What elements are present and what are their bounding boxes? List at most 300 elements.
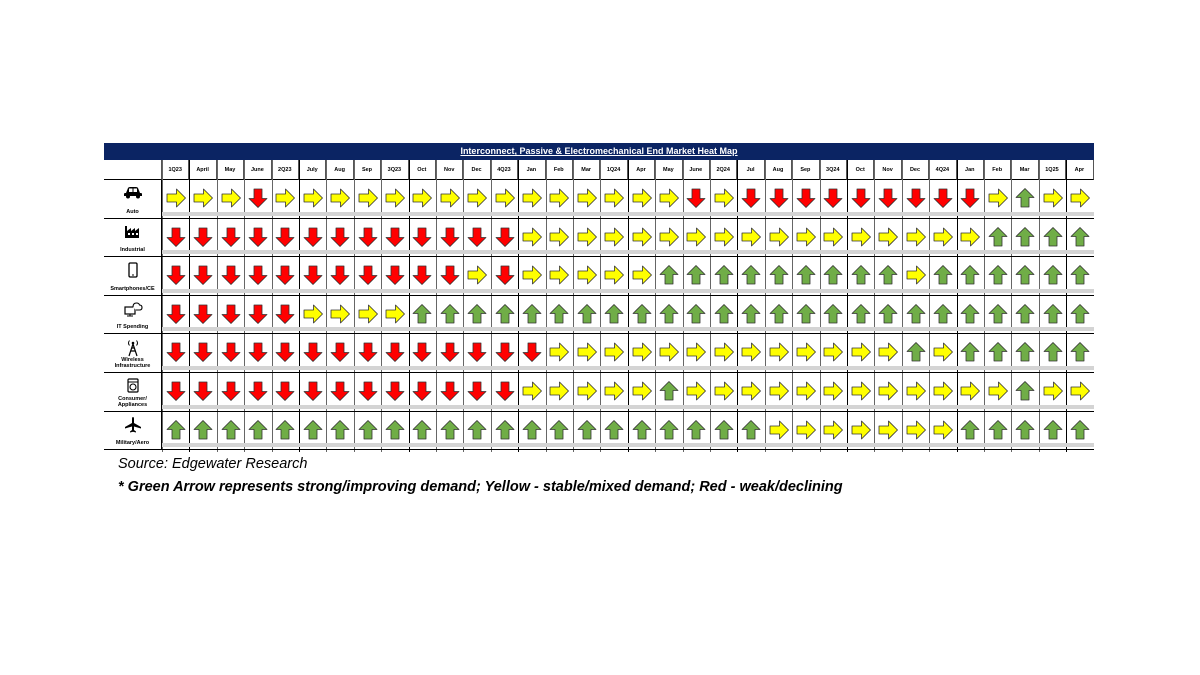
green-arrow-up-icon: [822, 264, 844, 286]
yellow-arrow-right-icon: [466, 264, 488, 286]
yellow-arrow-right-icon: [850, 226, 872, 248]
red-arrow-down-icon: [329, 226, 351, 248]
yellow-arrow-right-icon: [1042, 380, 1064, 402]
column-header: Sep: [792, 160, 819, 180]
green-arrow-up-icon: [987, 303, 1009, 325]
column-header: Sep: [354, 160, 381, 180]
yellow-arrow-right-icon: [548, 187, 570, 209]
green-arrow-up-icon: [1069, 341, 1091, 363]
red-arrow-down-icon: [247, 380, 269, 402]
yellow-arrow-right-icon: [466, 187, 488, 209]
row-label-consumer-appliances: [104, 373, 162, 412]
green-arrow-up-icon: [302, 419, 324, 441]
yellow-arrow-right-icon: [631, 380, 653, 402]
yellow-arrow-right-icon: [795, 380, 817, 402]
red-arrow-down-icon: [165, 303, 187, 325]
row-label-header: [104, 160, 162, 180]
yellow-arrow-right-icon: [384, 187, 406, 209]
yellow-arrow-right-icon: [1042, 187, 1064, 209]
red-arrow-down-icon: [247, 341, 269, 363]
row-label-military-aero: [104, 412, 162, 451]
green-arrow-up-icon: [658, 380, 680, 402]
row-label-it-spending: [104, 296, 162, 335]
column-header: Dec: [463, 160, 490, 180]
red-arrow-down-icon: [220, 226, 242, 248]
red-arrow-down-icon: [384, 380, 406, 402]
yellow-arrow-right-icon: [384, 303, 406, 325]
red-arrow-down-icon: [220, 341, 242, 363]
red-arrow-down-icon: [274, 380, 296, 402]
green-arrow-up-icon: [658, 264, 680, 286]
red-arrow-down-icon: [411, 226, 433, 248]
yellow-arrow-right-icon: [740, 380, 762, 402]
green-arrow-up-icon: [576, 419, 598, 441]
red-arrow-down-icon: [411, 341, 433, 363]
green-arrow-up-icon: [740, 303, 762, 325]
column-header: Apr: [1066, 160, 1093, 180]
column-header: May: [217, 160, 244, 180]
green-arrow-up-icon: [1014, 264, 1036, 286]
red-arrow-down-icon: [932, 187, 954, 209]
yellow-arrow-right-icon: [658, 187, 680, 209]
red-arrow-down-icon: [384, 226, 406, 248]
red-arrow-down-icon: [165, 341, 187, 363]
row-divider: [104, 256, 1094, 257]
yellow-arrow-right-icon: [822, 380, 844, 402]
row-label-text: Auto: [126, 208, 139, 215]
yellow-arrow-right-icon: [521, 264, 543, 286]
column-header: Feb: [546, 160, 573, 180]
yellow-arrow-right-icon: [576, 264, 598, 286]
yellow-arrow-right-icon: [932, 419, 954, 441]
green-arrow-up-icon: [1014, 303, 1036, 325]
yellow-arrow-right-icon: [439, 187, 461, 209]
red-arrow-down-icon: [274, 341, 296, 363]
red-arrow-down-icon: [220, 264, 242, 286]
red-arrow-down-icon: [466, 226, 488, 248]
green-arrow-up-icon: [1069, 226, 1091, 248]
green-arrow-up-icon: [905, 303, 927, 325]
yellow-arrow-right-icon: [329, 303, 351, 325]
yellow-arrow-right-icon: [1069, 380, 1091, 402]
yellow-arrow-right-icon: [631, 226, 653, 248]
red-arrow-down-icon: [494, 341, 516, 363]
green-arrow-up-icon: [603, 419, 625, 441]
column-header: Jan: [957, 160, 984, 180]
green-arrow-up-icon: [877, 264, 899, 286]
green-arrow-up-icon: [1069, 303, 1091, 325]
yellow-arrow-right-icon: [631, 264, 653, 286]
red-arrow-down-icon: [822, 187, 844, 209]
column-header: May: [655, 160, 682, 180]
row-divider: [104, 449, 1094, 450]
green-arrow-up-icon: [959, 303, 981, 325]
row-band: [162, 289, 1094, 293]
red-arrow-down-icon: [466, 380, 488, 402]
yellow-arrow-right-icon: [932, 341, 954, 363]
green-arrow-up-icon: [165, 419, 187, 441]
green-arrow-up-icon: [384, 419, 406, 441]
green-arrow-up-icon: [1042, 264, 1064, 286]
green-arrow-up-icon: [466, 419, 488, 441]
red-arrow-down-icon: [357, 264, 379, 286]
yellow-arrow-right-icon: [631, 187, 653, 209]
column-header: 1Q24: [600, 160, 627, 180]
green-arrow-up-icon: [987, 419, 1009, 441]
yellow-arrow-right-icon: [274, 187, 296, 209]
green-arrow-up-icon: [192, 419, 214, 441]
yellow-arrow-right-icon: [740, 341, 762, 363]
row-label-smartphones-ce: [104, 257, 162, 296]
green-arrow-up-icon: [987, 341, 1009, 363]
green-arrow-up-icon: [740, 419, 762, 441]
row-label-auto: [104, 180, 162, 219]
green-arrow-up-icon: [439, 419, 461, 441]
red-arrow-down-icon: [165, 226, 187, 248]
red-arrow-down-icon: [192, 303, 214, 325]
red-arrow-down-icon: [357, 226, 379, 248]
red-arrow-down-icon: [302, 264, 324, 286]
yellow-arrow-right-icon: [850, 380, 872, 402]
column-header: 2Q24: [710, 160, 737, 180]
red-arrow-down-icon: [521, 341, 543, 363]
heat-map-title: Interconnect, Passive & Electromechanical End Market Heat Map: [104, 143, 1094, 160]
row-band: [162, 405, 1094, 409]
column-header: Nov: [436, 160, 463, 180]
green-arrow-up-icon: [1042, 419, 1064, 441]
green-arrow-up-icon: [850, 264, 872, 286]
green-arrow-up-icon: [959, 341, 981, 363]
column-header: 3Q23: [381, 160, 408, 180]
yellow-arrow-right-icon: [713, 187, 735, 209]
column-header: Aug: [326, 160, 353, 180]
green-arrow-up-icon: [357, 419, 379, 441]
yellow-arrow-right-icon: [521, 187, 543, 209]
red-arrow-down-icon: [302, 341, 324, 363]
red-arrow-down-icon: [247, 264, 269, 286]
row-label-industrial: [104, 219, 162, 258]
row-label-text: IT Spending: [116, 324, 149, 331]
red-arrow-down-icon: [439, 226, 461, 248]
yellow-arrow-right-icon: [987, 380, 1009, 402]
column-header: 1Q25: [1039, 160, 1066, 180]
row-label-text: Military/Aero: [115, 440, 150, 447]
column-header: April: [189, 160, 216, 180]
column-header: Mar: [1011, 160, 1038, 180]
row-label-text: Consumer/ Appliances: [117, 395, 148, 408]
yellow-arrow-right-icon: [548, 341, 570, 363]
row-band: [162, 443, 1094, 447]
green-arrow-up-icon: [713, 264, 735, 286]
column-header: 1Q23: [162, 160, 189, 180]
green-arrow-up-icon: [1069, 264, 1091, 286]
green-arrow-up-icon: [795, 303, 817, 325]
green-arrow-up-icon: [1014, 380, 1036, 402]
yellow-arrow-right-icon: [685, 341, 707, 363]
red-arrow-down-icon: [685, 187, 707, 209]
column-header: Apr: [628, 160, 655, 180]
yellow-arrow-right-icon: [905, 419, 927, 441]
red-arrow-down-icon: [850, 187, 872, 209]
green-arrow-up-icon: [274, 419, 296, 441]
yellow-arrow-right-icon: [576, 226, 598, 248]
column-header: Nov: [874, 160, 901, 180]
yellow-arrow-right-icon: [877, 419, 899, 441]
yellow-arrow-right-icon: [192, 187, 214, 209]
green-arrow-up-icon: [987, 226, 1009, 248]
red-arrow-down-icon: [877, 187, 899, 209]
green-arrow-up-icon: [521, 419, 543, 441]
column-header: Oct: [409, 160, 436, 180]
yellow-arrow-right-icon: [932, 380, 954, 402]
green-arrow-up-icon: [548, 303, 570, 325]
green-arrow-up-icon: [631, 303, 653, 325]
yellow-arrow-right-icon: [795, 341, 817, 363]
green-arrow-up-icon: [740, 264, 762, 286]
column-header: July: [299, 160, 326, 180]
row-label-text: Wireless Infrastructure: [114, 356, 151, 369]
red-arrow-down-icon: [220, 303, 242, 325]
red-arrow-down-icon: [384, 341, 406, 363]
yellow-arrow-right-icon: [631, 341, 653, 363]
green-arrow-up-icon: [1042, 341, 1064, 363]
red-arrow-down-icon: [329, 264, 351, 286]
column-header: 4Q23: [491, 160, 518, 180]
yellow-arrow-right-icon: [548, 226, 570, 248]
column-header: Mar: [573, 160, 600, 180]
green-arrow-up-icon: [411, 303, 433, 325]
red-arrow-down-icon: [302, 226, 324, 248]
yellow-arrow-right-icon: [822, 341, 844, 363]
red-arrow-down-icon: [439, 341, 461, 363]
column-header: June: [244, 160, 271, 180]
row-band: [162, 366, 1094, 370]
row-divider: [104, 218, 1094, 219]
yellow-arrow-right-icon: [357, 187, 379, 209]
green-arrow-up-icon: [685, 264, 707, 286]
green-arrow-up-icon: [631, 419, 653, 441]
row-band: [162, 212, 1094, 216]
yellow-arrow-right-icon: [576, 341, 598, 363]
green-arrow-up-icon: [713, 419, 735, 441]
yellow-arrow-right-icon: [959, 380, 981, 402]
yellow-arrow-right-icon: [768, 380, 790, 402]
red-arrow-down-icon: [357, 380, 379, 402]
green-arrow-up-icon: [1042, 303, 1064, 325]
column-header: Feb: [984, 160, 1011, 180]
red-arrow-down-icon: [439, 264, 461, 286]
yellow-arrow-right-icon: [548, 380, 570, 402]
green-arrow-up-icon: [329, 419, 351, 441]
heat-map-table: [104, 143, 1094, 452]
yellow-arrow-right-icon: [768, 419, 790, 441]
green-arrow-up-icon: [685, 303, 707, 325]
red-arrow-down-icon: [959, 187, 981, 209]
red-arrow-down-icon: [329, 341, 351, 363]
green-arrow-up-icon: [1069, 419, 1091, 441]
green-arrow-up-icon: [494, 303, 516, 325]
red-arrow-down-icon: [466, 341, 488, 363]
yellow-arrow-right-icon: [357, 303, 379, 325]
green-arrow-up-icon: [548, 419, 570, 441]
yellow-arrow-right-icon: [740, 226, 762, 248]
yellow-arrow-right-icon: [603, 264, 625, 286]
yellow-arrow-right-icon: [411, 187, 433, 209]
green-arrow-up-icon: [932, 303, 954, 325]
yellow-arrow-right-icon: [850, 341, 872, 363]
yellow-arrow-right-icon: [768, 226, 790, 248]
green-arrow-up-icon: [959, 264, 981, 286]
column-header: Dec: [902, 160, 929, 180]
row-band: [162, 250, 1094, 254]
yellow-arrow-right-icon: [603, 380, 625, 402]
green-arrow-up-icon: [1014, 341, 1036, 363]
red-arrow-down-icon: [329, 380, 351, 402]
yellow-arrow-right-icon: [877, 341, 899, 363]
red-arrow-down-icon: [494, 226, 516, 248]
yellow-arrow-right-icon: [713, 226, 735, 248]
yellow-arrow-right-icon: [685, 380, 707, 402]
legend-note: * Green Arrow represents strong/improving demand; Yellow - stable/mixed demand; Red - weak/declining: [118, 479, 843, 495]
red-arrow-down-icon: [165, 380, 187, 402]
row-label-text: Industrial: [120, 247, 145, 254]
red-arrow-down-icon: [192, 264, 214, 286]
source-note: Source: Edgewater Research: [118, 456, 308, 472]
green-arrow-up-icon: [1014, 419, 1036, 441]
yellow-arrow-right-icon: [959, 226, 981, 248]
column-header: 3Q24: [820, 160, 847, 180]
yellow-arrow-right-icon: [795, 226, 817, 248]
yellow-arrow-right-icon: [987, 187, 1009, 209]
red-arrow-down-icon: [247, 226, 269, 248]
red-arrow-down-icon: [411, 380, 433, 402]
green-arrow-up-icon: [1014, 226, 1036, 248]
red-arrow-down-icon: [494, 380, 516, 402]
row-label-text: Smartphones/CE: [110, 285, 155, 292]
green-arrow-up-icon: [1042, 226, 1064, 248]
row-divider: [104, 295, 1094, 296]
red-arrow-down-icon: [384, 264, 406, 286]
green-arrow-up-icon: [439, 303, 461, 325]
red-arrow-down-icon: [192, 341, 214, 363]
green-arrow-up-icon: [411, 419, 433, 441]
row-divider: [104, 411, 1094, 412]
green-arrow-up-icon: [603, 303, 625, 325]
green-arrow-up-icon: [713, 303, 735, 325]
green-arrow-up-icon: [220, 419, 242, 441]
red-arrow-down-icon: [165, 264, 187, 286]
green-arrow-up-icon: [877, 303, 899, 325]
yellow-arrow-right-icon: [850, 419, 872, 441]
yellow-arrow-right-icon: [220, 187, 242, 209]
red-arrow-down-icon: [220, 380, 242, 402]
green-arrow-up-icon: [795, 264, 817, 286]
green-arrow-up-icon: [576, 303, 598, 325]
green-arrow-up-icon: [494, 419, 516, 441]
yellow-arrow-right-icon: [576, 380, 598, 402]
red-arrow-down-icon: [795, 187, 817, 209]
green-arrow-up-icon: [932, 264, 954, 286]
column-header: 2Q23: [272, 160, 299, 180]
yellow-arrow-right-icon: [822, 419, 844, 441]
red-arrow-down-icon: [247, 187, 269, 209]
green-arrow-up-icon: [521, 303, 543, 325]
yellow-arrow-right-icon: [877, 226, 899, 248]
yellow-arrow-right-icon: [685, 226, 707, 248]
green-arrow-up-icon: [768, 264, 790, 286]
column-header: Jan: [518, 160, 545, 180]
yellow-arrow-right-icon: [603, 187, 625, 209]
yellow-arrow-right-icon: [494, 187, 516, 209]
row-divider: [104, 372, 1094, 373]
red-arrow-down-icon: [740, 187, 762, 209]
red-arrow-down-icon: [494, 264, 516, 286]
yellow-arrow-right-icon: [329, 187, 351, 209]
green-arrow-up-icon: [247, 419, 269, 441]
column-header: June: [683, 160, 710, 180]
yellow-arrow-right-icon: [521, 226, 543, 248]
yellow-arrow-right-icon: [603, 226, 625, 248]
row-band: [162, 327, 1094, 331]
red-arrow-down-icon: [357, 341, 379, 363]
green-arrow-up-icon: [768, 303, 790, 325]
column-header: Oct: [847, 160, 874, 180]
green-arrow-up-icon: [466, 303, 488, 325]
red-arrow-down-icon: [411, 264, 433, 286]
yellow-arrow-right-icon: [165, 187, 187, 209]
green-arrow-up-icon: [1014, 187, 1036, 209]
yellow-arrow-right-icon: [658, 226, 680, 248]
yellow-arrow-right-icon: [548, 264, 570, 286]
yellow-arrow-right-icon: [795, 419, 817, 441]
green-arrow-up-icon: [658, 419, 680, 441]
yellow-arrow-right-icon: [603, 341, 625, 363]
yellow-arrow-right-icon: [877, 380, 899, 402]
column-header: Jul: [737, 160, 764, 180]
column-header: 4Q24: [929, 160, 956, 180]
row-divider: [104, 333, 1094, 334]
red-arrow-down-icon: [192, 226, 214, 248]
green-arrow-up-icon: [685, 419, 707, 441]
green-arrow-up-icon: [959, 419, 981, 441]
red-arrow-down-icon: [192, 380, 214, 402]
yellow-arrow-right-icon: [302, 187, 324, 209]
yellow-arrow-right-icon: [713, 341, 735, 363]
yellow-arrow-right-icon: [822, 226, 844, 248]
red-arrow-down-icon: [247, 303, 269, 325]
green-arrow-up-icon: [905, 341, 927, 363]
green-arrow-up-icon: [658, 303, 680, 325]
green-arrow-up-icon: [822, 303, 844, 325]
yellow-arrow-right-icon: [905, 226, 927, 248]
yellow-arrow-right-icon: [521, 380, 543, 402]
red-arrow-down-icon: [274, 264, 296, 286]
green-arrow-up-icon: [850, 303, 872, 325]
yellow-arrow-right-icon: [905, 380, 927, 402]
yellow-arrow-right-icon: [302, 303, 324, 325]
red-arrow-down-icon: [302, 380, 324, 402]
column-header: Aug: [765, 160, 792, 180]
row-label-wireless-infrastructure: [104, 334, 162, 373]
red-arrow-down-icon: [439, 380, 461, 402]
yellow-arrow-right-icon: [768, 341, 790, 363]
red-arrow-down-icon: [768, 187, 790, 209]
green-arrow-up-icon: [987, 264, 1009, 286]
red-arrow-down-icon: [274, 226, 296, 248]
red-arrow-down-icon: [905, 187, 927, 209]
yellow-arrow-right-icon: [1069, 187, 1091, 209]
yellow-arrow-right-icon: [576, 187, 598, 209]
